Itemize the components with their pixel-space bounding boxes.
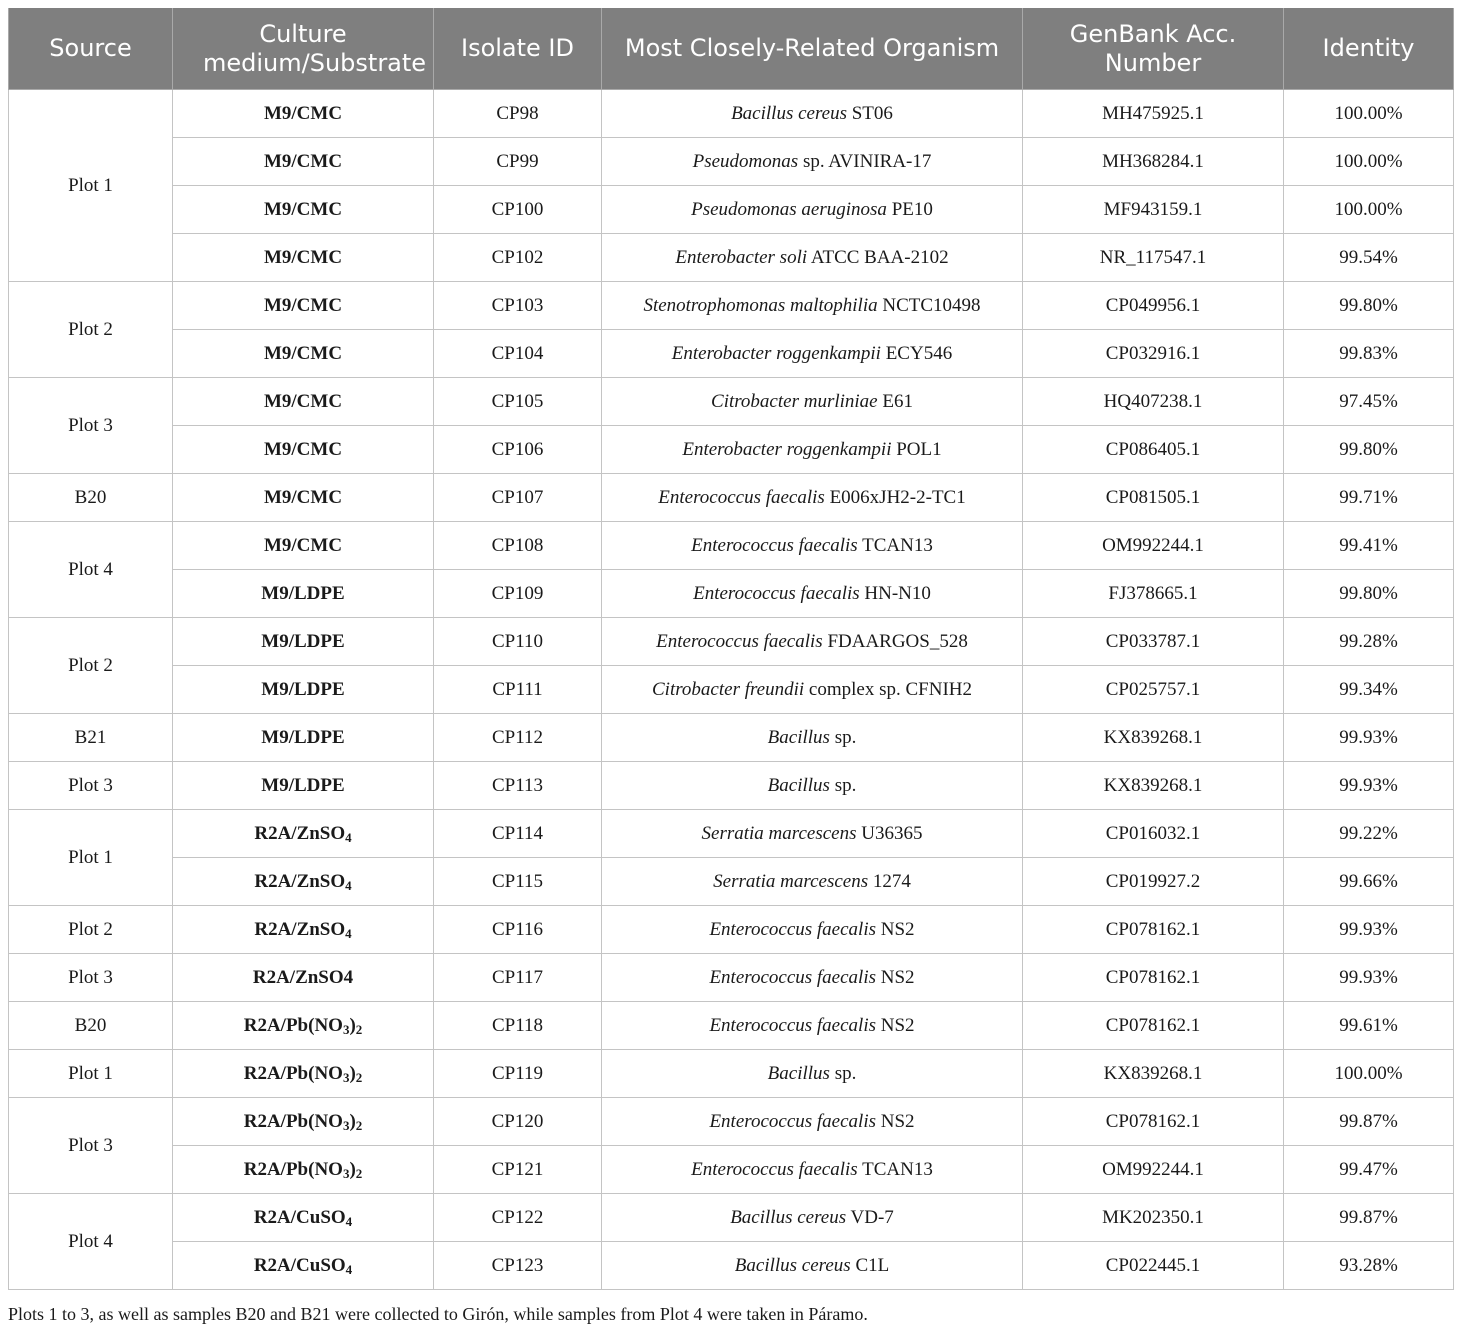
table-row <box>9 90 1454 138</box>
identity-cell: 99.47% <box>1284 1146 1454 1194</box>
organism-cell <box>602 1194 1023 1242</box>
species-name: Enterococcus faecalis <box>709 918 876 940</box>
source-cell: Plot 4 <box>9 1194 173 1290</box>
culture-medium-cell <box>173 1146 434 1194</box>
medium-text: R2A/Pb(NO <box>243 1062 343 1084</box>
medium-text: R2A/Pb(NO <box>243 1158 343 1180</box>
source-cell: Plot 1 <box>9 1050 173 1098</box>
genbank-accession-cell: FJ378665.1 <box>1023 570 1284 618</box>
strain-name: sp. <box>834 1062 857 1084</box>
organism-cell <box>602 426 1023 474</box>
organism-cell <box>602 1098 1023 1146</box>
source-cell: Plot 2 <box>9 618 173 714</box>
genbank-accession-cell: MH475925.1 <box>1023 90 1284 138</box>
species-name: Enterobacter roggenkampii <box>671 342 881 364</box>
organism-cell <box>602 186 1023 234</box>
strain-name: 1274 <box>872 870 911 892</box>
table-row <box>9 906 1454 954</box>
medium-subscript: 3 <box>342 1117 350 1133</box>
culture-medium-cell <box>173 858 434 906</box>
strain-name: HN-N10 <box>864 582 931 604</box>
culture-medium-cell <box>173 474 434 522</box>
medium-subscript: 2 <box>355 1165 363 1181</box>
medium-text: R2A/ZnSO <box>254 870 346 892</box>
source-cell: Plot 1 <box>9 90 173 282</box>
table-row <box>9 1002 1454 1050</box>
strain-name: NCTC10498 <box>882 294 981 316</box>
culture-medium-cell <box>173 1050 434 1098</box>
medium-subscript: 4 <box>345 1261 353 1277</box>
isolate-id-cell: CP110 <box>434 618 602 666</box>
medium-subscript: 4 <box>345 1213 353 1229</box>
culture-medium-cell <box>173 282 434 330</box>
genbank-accession-cell: MK202350.1 <box>1023 1194 1284 1242</box>
culture-medium-cell <box>173 378 434 426</box>
strain-name: sp. AVINIRA-17 <box>802 150 932 172</box>
species-name: Bacillus cereus <box>730 1206 847 1228</box>
genbank-accession-cell: CP025757.1 <box>1023 666 1284 714</box>
culture-medium-cell <box>173 1002 434 1050</box>
strain-name: sp. <box>834 774 857 796</box>
species-name: Citrobacter murliniae <box>711 390 878 412</box>
species-name: Bacillus cereus <box>734 1254 851 1276</box>
organism-cell <box>602 954 1023 1002</box>
identity-cell: 99.80% <box>1284 570 1454 618</box>
culture-medium-cell <box>173 330 434 378</box>
strain-name: sp. <box>834 726 857 748</box>
strain-name: U36365 <box>861 822 923 844</box>
genbank-accession-cell: KX839268.1 <box>1023 714 1284 762</box>
medium-suffix: ) <box>349 1014 356 1036</box>
medium-suffix: ) <box>349 1158 356 1180</box>
species-name: Enterococcus faecalis <box>693 582 860 604</box>
medium-text: M9/CMC <box>263 198 343 220</box>
medium-suffix: ) <box>349 1110 356 1132</box>
header-culture-medium: Culture medium/Substrate <box>173 8 434 90</box>
identity-cell: 99.93% <box>1284 906 1454 954</box>
source-cell: Plot 2 <box>9 906 173 954</box>
medium-text: R2A/Pb(NO <box>243 1110 343 1132</box>
table-body <box>9 90 1454 1290</box>
medium-subscript: 3 <box>342 1021 350 1037</box>
strain-name: C1L <box>855 1254 890 1276</box>
strain-name: NS2 <box>880 1110 915 1132</box>
source-cell: Plot 2 <box>9 282 173 378</box>
table-row <box>9 234 1454 282</box>
isolate-id-cell: CP107 <box>434 474 602 522</box>
isolate-id-cell: CP122 <box>434 1194 602 1242</box>
isolate-id-cell: CP100 <box>434 186 602 234</box>
genbank-accession-cell: CP032916.1 <box>1023 330 1284 378</box>
species-name: Enterococcus faecalis <box>709 966 876 988</box>
species-name: Enterococcus faecalis <box>709 1014 876 1036</box>
table-row <box>9 570 1454 618</box>
genbank-accession-cell: CP078162.1 <box>1023 954 1284 1002</box>
identity-cell: 97.45% <box>1284 378 1454 426</box>
table-row <box>9 1242 1454 1290</box>
species-name: Citrobacter freundii <box>652 678 805 700</box>
species-name: Enterococcus faecalis <box>709 1110 876 1132</box>
isolate-id-cell: CP116 <box>434 906 602 954</box>
table-row <box>9 618 1454 666</box>
medium-text: M9/CMC <box>263 438 343 460</box>
culture-medium-cell <box>173 954 434 1002</box>
organism-cell <box>602 474 1023 522</box>
identity-cell: 99.93% <box>1284 954 1454 1002</box>
identity-cell: 99.71% <box>1284 474 1454 522</box>
medium-subscript: 2 <box>355 1117 363 1133</box>
genbank-accession-cell: CP081505.1 <box>1023 474 1284 522</box>
culture-medium-cell <box>173 90 434 138</box>
organism-cell <box>602 234 1023 282</box>
strain-name: PE10 <box>891 198 933 220</box>
isolate-id-cell: CP99 <box>434 138 602 186</box>
species-name: Enterococcus faecalis <box>691 534 858 556</box>
medium-subscript: 3 <box>342 1069 350 1085</box>
strain-name: FDAARGOS_528 <box>827 630 968 652</box>
culture-medium-cell <box>173 426 434 474</box>
genbank-accession-cell: KX839268.1 <box>1023 762 1284 810</box>
genbank-accession-cell: CP022445.1 <box>1023 1242 1284 1290</box>
genbank-accession-cell: CP016032.1 <box>1023 810 1284 858</box>
identity-cell: 99.83% <box>1284 330 1454 378</box>
isolate-id-cell: CP117 <box>434 954 602 1002</box>
medium-text: M9/CMC <box>263 150 343 172</box>
culture-medium-cell <box>173 186 434 234</box>
organism-cell <box>602 858 1023 906</box>
isolate-id-cell: CP108 <box>434 522 602 570</box>
medium-text: R2A/Pb(NO <box>243 1014 343 1036</box>
medium-subscript: 3 <box>342 1165 350 1181</box>
isolate-id-cell: CP106 <box>434 426 602 474</box>
medium-text: M9/LDPE <box>261 678 345 700</box>
culture-medium-cell <box>173 906 434 954</box>
organism-cell <box>602 90 1023 138</box>
header-genbank-accession: GenBank Acc. Number <box>1023 8 1284 90</box>
medium-text: R2A/CuSO <box>253 1254 346 1276</box>
identity-cell: 99.28% <box>1284 618 1454 666</box>
isolate-id-cell: CP114 <box>434 810 602 858</box>
organism-cell <box>602 1242 1023 1290</box>
table-row <box>9 138 1454 186</box>
medium-text: R2A/ZnSO <box>254 918 346 940</box>
strain-name: ATCC BAA-2102 <box>810 246 949 268</box>
medium-text: M9/CMC <box>263 294 343 316</box>
isolate-id-cell: CP119 <box>434 1050 602 1098</box>
genbank-accession-cell: CP033787.1 <box>1023 618 1284 666</box>
table-row <box>9 1098 1454 1146</box>
identity-cell: 99.34% <box>1284 666 1454 714</box>
isolate-id-cell: CP113 <box>434 762 602 810</box>
species-name: Stenotrophomonas maltophilia <box>643 294 878 316</box>
strain-name: E006xJH2-2-TC1 <box>829 486 966 508</box>
medium-text: M9/LDPE <box>261 774 345 796</box>
species-name: Bacillus <box>767 774 830 796</box>
isolate-id-cell: CP112 <box>434 714 602 762</box>
strain-name: NS2 <box>880 918 915 940</box>
organism-cell <box>602 906 1023 954</box>
header-identity: Identity <box>1284 8 1454 90</box>
table-row <box>9 1050 1454 1098</box>
isolate-id-cell: CP121 <box>434 1146 602 1194</box>
strain-name: TCAN13 <box>862 1158 933 1180</box>
table-row <box>9 1146 1454 1194</box>
genbank-accession-cell: KX839268.1 <box>1023 1050 1284 1098</box>
medium-text: M9/LDPE <box>261 630 345 652</box>
table-row <box>9 474 1454 522</box>
source-cell: Plot 3 <box>9 954 173 1002</box>
organism-cell <box>602 810 1023 858</box>
isolate-id-cell: CP123 <box>434 1242 602 1290</box>
identity-cell: 99.80% <box>1284 426 1454 474</box>
identity-cell: 100.00% <box>1284 90 1454 138</box>
organism-cell <box>602 666 1023 714</box>
medium-subscript: 2 <box>355 1069 363 1085</box>
identity-cell: 100.00% <box>1284 138 1454 186</box>
identity-cell: 99.87% <box>1284 1098 1454 1146</box>
organism-cell <box>602 1002 1023 1050</box>
identity-cell: 100.00% <box>1284 186 1454 234</box>
identity-cell: 99.41% <box>1284 522 1454 570</box>
culture-medium-cell <box>173 138 434 186</box>
genbank-accession-cell: NR_117547.1 <box>1023 234 1284 282</box>
organism-cell <box>602 618 1023 666</box>
species-name: Serratia marcescens <box>701 822 857 844</box>
organism-cell <box>602 330 1023 378</box>
culture-medium-cell <box>173 1098 434 1146</box>
medium-text: M9/CMC <box>263 390 343 412</box>
culture-medium-cell <box>173 522 434 570</box>
species-name: Bacillus <box>767 726 830 748</box>
genbank-accession-cell: CP078162.1 <box>1023 1098 1284 1146</box>
organism-cell <box>602 282 1023 330</box>
medium-text: R2A/CuSO <box>253 1206 346 1228</box>
genbank-accession-cell: CP019927.2 <box>1023 858 1284 906</box>
identity-cell: 99.80% <box>1284 282 1454 330</box>
source-cell: Plot 3 <box>9 762 173 810</box>
culture-medium-cell <box>173 618 434 666</box>
genbank-accession-cell: OM992244.1 <box>1023 1146 1284 1194</box>
header-isolate-id: Isolate ID <box>434 8 602 90</box>
medium-text: M9/CMC <box>263 102 343 124</box>
organism-cell <box>602 714 1023 762</box>
medium-text: M9/LDPE <box>261 582 345 604</box>
isolate-id-cell: CP111 <box>434 666 602 714</box>
isolates-table <box>8 8 1454 1290</box>
identity-cell: 99.66% <box>1284 858 1454 906</box>
table-row <box>9 954 1454 1002</box>
table-row <box>9 810 1454 858</box>
identity-cell: 93.28% <box>1284 1242 1454 1290</box>
strain-name: ST06 <box>851 102 893 124</box>
table-row <box>9 1194 1454 1242</box>
culture-medium-cell <box>173 762 434 810</box>
medium-text: M9/CMC <box>263 486 343 508</box>
isolate-id-cell: CP120 <box>434 1098 602 1146</box>
header-row <box>9 8 1454 90</box>
isolate-id-cell: CP98 <box>434 90 602 138</box>
culture-medium-cell <box>173 1242 434 1290</box>
culture-medium-cell <box>173 1194 434 1242</box>
species-name: Enterobacter roggenkampii <box>682 438 892 460</box>
strain-name: POL1 <box>896 438 942 460</box>
genbank-accession-cell: OM992244.1 <box>1023 522 1284 570</box>
genbank-accession-cell: MF943159.1 <box>1023 186 1284 234</box>
identity-cell: 99.93% <box>1284 762 1454 810</box>
genbank-accession-cell: CP086405.1 <box>1023 426 1284 474</box>
table-row <box>9 282 1454 330</box>
isolate-id-cell: CP115 <box>434 858 602 906</box>
identity-cell: 100.00% <box>1284 1050 1454 1098</box>
species-name: Pseudomonas aeruginosa <box>691 198 887 220</box>
species-name: Serratia marcescens <box>713 870 869 892</box>
table-row <box>9 426 1454 474</box>
table-row <box>9 858 1454 906</box>
genbank-accession-cell: HQ407238.1 <box>1023 378 1284 426</box>
medium-text: M9/CMC <box>263 246 343 268</box>
table-row <box>9 186 1454 234</box>
medium-suffix: ) <box>349 1062 356 1084</box>
culture-medium-cell <box>173 234 434 282</box>
medium-subscript: 4 <box>345 925 352 941</box>
isolate-id-cell: CP109 <box>434 570 602 618</box>
organism-cell <box>602 570 1023 618</box>
source-cell: B21 <box>9 714 173 762</box>
isolates-table-container <box>8 8 1453 1290</box>
table-row <box>9 522 1454 570</box>
organism-cell <box>602 762 1023 810</box>
strain-name: complex sp. CFNIH2 <box>808 678 972 700</box>
culture-medium-cell <box>173 570 434 618</box>
identity-cell: 99.54% <box>1284 234 1454 282</box>
organism-cell <box>602 138 1023 186</box>
medium-subscript: 4 <box>345 877 352 893</box>
isolate-id-cell: CP103 <box>434 282 602 330</box>
genbank-accession-cell: CP078162.1 <box>1023 906 1284 954</box>
table-row <box>9 378 1454 426</box>
culture-medium-cell <box>173 666 434 714</box>
species-name: Enterococcus faecalis <box>658 486 825 508</box>
isolate-id-cell: CP105 <box>434 378 602 426</box>
header-source: Source <box>9 8 173 90</box>
organism-cell <box>602 1146 1023 1194</box>
source-cell: Plot 3 <box>9 1098 173 1194</box>
medium-subscript: 2 <box>355 1021 363 1037</box>
genbank-accession-cell: MH368284.1 <box>1023 138 1284 186</box>
table-footnote: Plots 1 to 3, as well as samples B20 and B21 were collected to Girón, while samples from Plot 4 were taken in Páramo. <box>8 1304 868 1324</box>
medium-text: R2A/ZnSO <box>254 822 346 844</box>
strain-name: NS2 <box>880 1014 915 1036</box>
source-cell: B20 <box>9 474 173 522</box>
species-name: Enterococcus faecalis <box>691 1158 858 1180</box>
strain-name: NS2 <box>880 966 915 988</box>
strain-name: E61 <box>882 390 913 412</box>
species-name: Bacillus <box>767 1062 830 1084</box>
medium-text: M9/LDPE <box>261 726 345 748</box>
species-name: Bacillus cereus <box>731 102 847 124</box>
organism-cell <box>602 522 1023 570</box>
source-cell: Plot 4 <box>9 522 173 618</box>
source-cell: Plot 1 <box>9 810 173 906</box>
strain-name: VD-7 <box>850 1206 894 1228</box>
identity-cell: 99.93% <box>1284 714 1454 762</box>
source-cell: Plot 3 <box>9 378 173 474</box>
medium-text: M9/CMC <box>263 534 343 556</box>
identity-cell: 99.87% <box>1284 1194 1454 1242</box>
table-row <box>9 666 1454 714</box>
table-row <box>9 714 1454 762</box>
strain-name: TCAN13 <box>862 534 933 556</box>
isolate-id-cell: CP104 <box>434 330 602 378</box>
strain-name: ECY546 <box>885 342 953 364</box>
identity-cell: 99.22% <box>1284 810 1454 858</box>
culture-medium-cell <box>173 810 434 858</box>
species-name: Enterobacter soli <box>675 246 808 268</box>
isolate-id-cell: CP118 <box>434 1002 602 1050</box>
source-cell: B20 <box>9 1002 173 1050</box>
organism-cell <box>602 378 1023 426</box>
culture-medium-cell <box>173 714 434 762</box>
organism-cell <box>602 1050 1023 1098</box>
isolate-id-cell: CP102 <box>434 234 602 282</box>
species-name: Enterococcus faecalis <box>656 630 823 652</box>
table-row <box>9 762 1454 810</box>
header-related-organism: Most Closely-Related Organism <box>602 8 1023 90</box>
medium-text: R2A/ZnSO4 <box>252 966 354 988</box>
genbank-accession-cell: CP049956.1 <box>1023 282 1284 330</box>
species-name: Pseudomonas <box>692 150 799 172</box>
medium-text: M9/CMC <box>263 342 343 364</box>
medium-subscript: 4 <box>345 829 352 845</box>
table-row <box>9 330 1454 378</box>
identity-cell: 99.61% <box>1284 1002 1454 1050</box>
genbank-accession-cell: CP078162.1 <box>1023 1002 1284 1050</box>
